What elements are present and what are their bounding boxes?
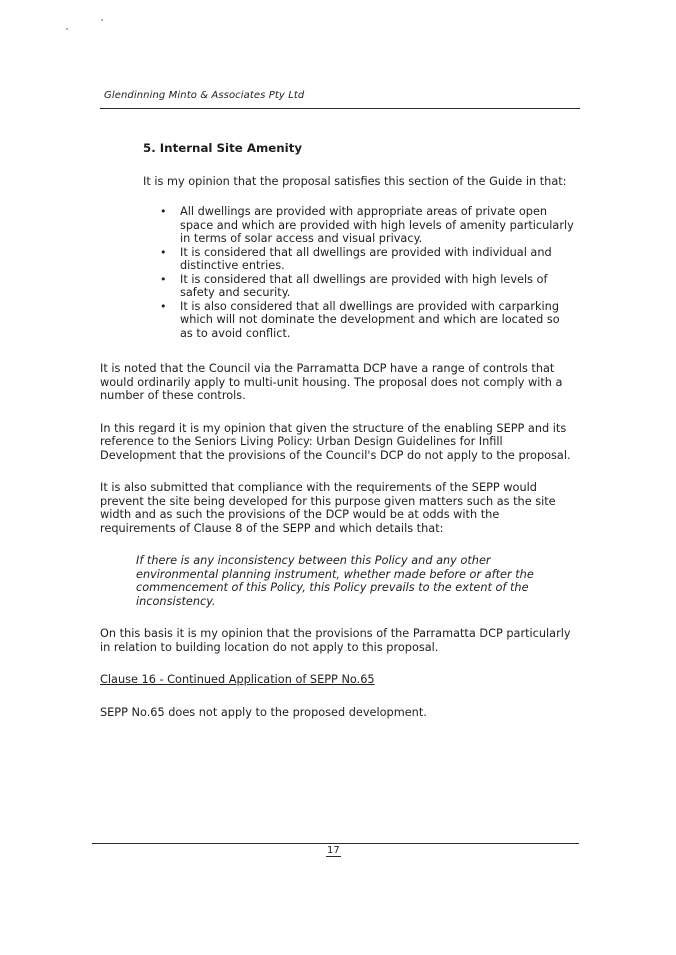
paragraph-sepp-compliance: It is also submitted that compliance with the requirements of the SEPP would prevent the site being developed for this purpose given matters such as the site width and as such the provisions of the DCP would be at odds with the requirements of Clause 8 of the SEPP and which details that: [100,481,556,535]
header-rule [100,108,580,109]
footer-rule [92,843,579,844]
bullet-list [100,205,580,340]
page-body [100,142,580,738]
clause-16-heading: Clause 16 - Continued Application of SEPP No.65 [100,673,375,686]
scan-speck [66,28,68,30]
scan-speck [101,19,103,21]
list-item [100,246,580,273]
list-item [100,273,580,300]
clause-8-quote: If there is any inconsistency between this Policy and any other environmental planning instrument, whether made before or after the commencement of this Policy, this Policy prevails to the extent of the inconsistency. [136,554,534,608]
list-item-text: It is considered that all dwellings are provided with high levels of safety and security. [180,272,548,299]
paragraph-conclusion: On this basis it is my opinion that the provisions of the Parramatta DCP particularly in relation to building location do not apply to this proposal. [100,627,571,654]
list-item [100,300,580,341]
section-intro: It is my opinion that the proposal satisfies this section of the Guide in that: [143,174,567,188]
page-number: 17 [327,845,340,856]
bullet-icon: • [160,299,167,313]
paragraph-sepp65: SEPP No.65 does not apply to the proposed development. [100,705,427,719]
bullet-icon: • [160,205,167,218]
list-item [100,205,580,246]
page-header: Glendinning Minto & Associates Pty Ltd [104,90,305,101]
list-item-text: It is considered that all dwellings are provided with individual and distinctive entries. [180,245,552,272]
bullet-icon: • [160,245,167,259]
list-item-text: All dwellings are provided with appropriate areas of private open space and which are provided with high levels of amenity particularly in terms of solar access and visual privacy. [180,205,574,245]
section-heading: 5. Internal Site Amenity [143,141,303,155]
paragraph-dcp-controls: It is noted that the Council via the Parramatta DCP have a range of controls that would ordinarily apply to multi-unit housing. The proposal does not comply with a number of these controls. [100,362,563,402]
list-item-text: It is also considered that all dwellings are provided with carparking which will not dominate the development and which are located so as to avoid conflict. [180,299,560,340]
bullet-icon: • [160,272,167,286]
paragraph-seniors-living: In this regard it is my opinion that given the structure of the enabling SEPP and its reference to the Seniors Living Policy: Urban Design Guidelines for Infill Development that the provisions of the Council's DCP do not apply to the proposal. [100,421,571,462]
